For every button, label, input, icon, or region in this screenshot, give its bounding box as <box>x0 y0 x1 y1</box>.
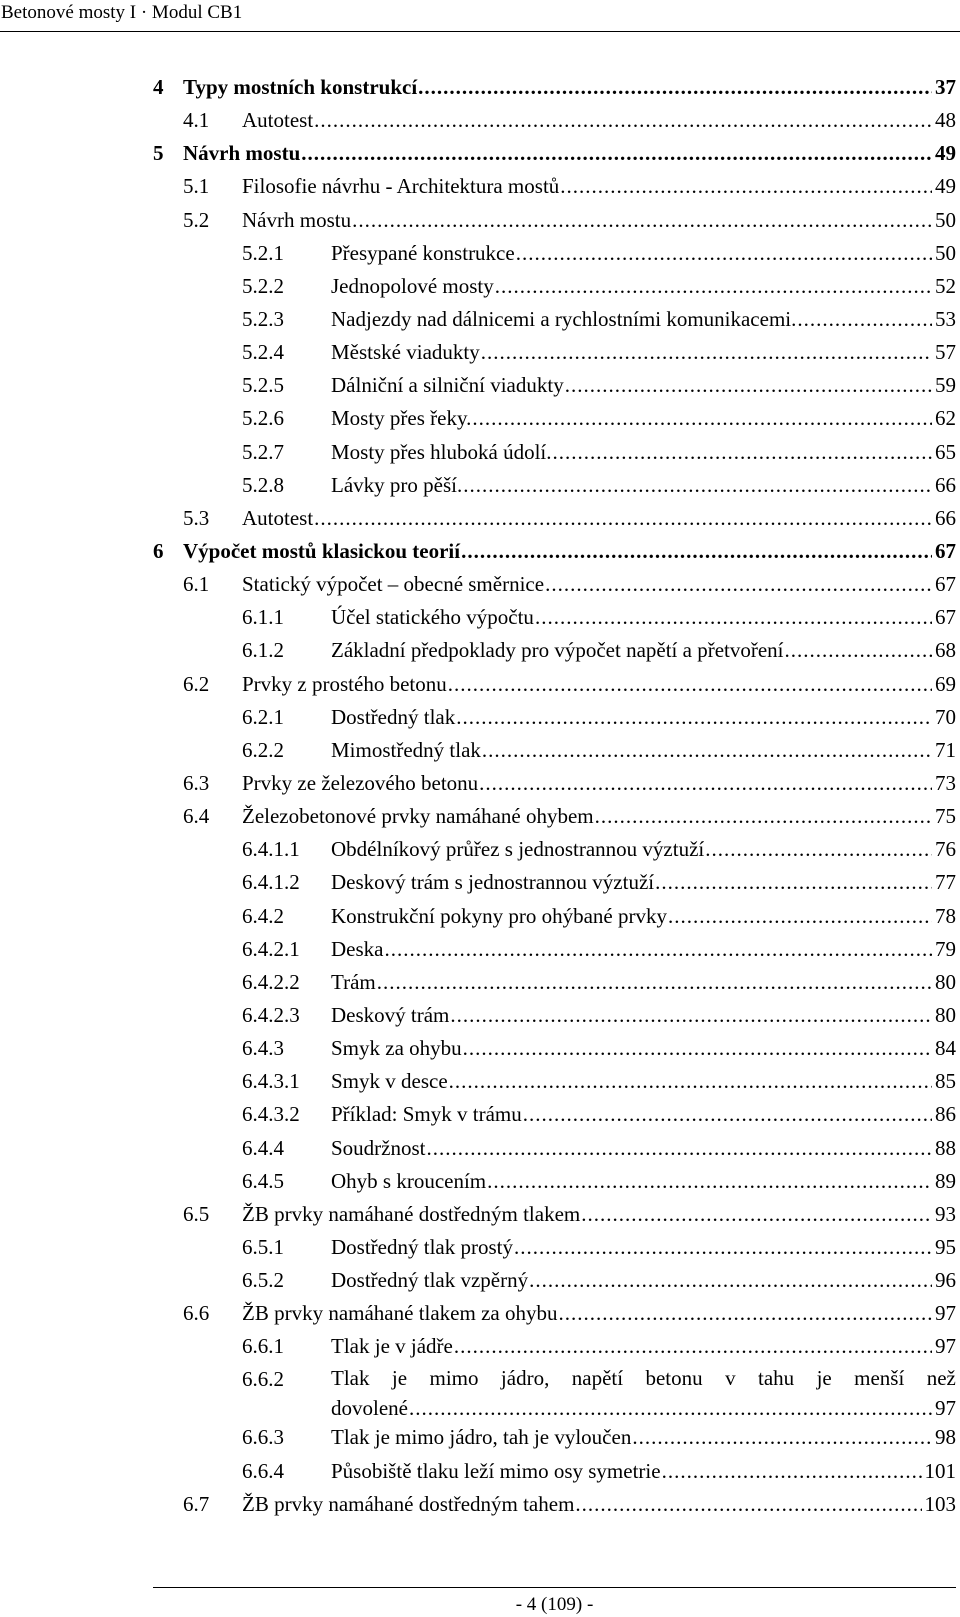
toc-entry[interactable] <box>153 966 956 999</box>
toc-entry-page: 76 <box>935 837 956 862</box>
dot-leader <box>581 1198 932 1231</box>
toc-entry[interactable] <box>153 701 956 734</box>
toc-entry-page: 68 <box>935 638 956 663</box>
toc-entry[interactable] <box>153 170 956 203</box>
dot-leader <box>535 601 932 634</box>
dot-leader <box>352 204 932 237</box>
dot-leader <box>487 1165 932 1198</box>
toc-entry[interactable] <box>153 1330 956 1363</box>
toc-entry-number: 6.4.1.1 <box>242 837 300 862</box>
dot-leader <box>565 369 932 402</box>
toc-entry-number: 5.2.3 <box>242 306 284 331</box>
dot-leader <box>456 701 932 734</box>
toc-entry[interactable] <box>153 601 956 634</box>
dot-leader <box>384 933 932 966</box>
toc-entry-number: 6.2 <box>183 671 210 696</box>
toc-entry[interactable] <box>153 104 956 137</box>
table-of-contents <box>153 71 956 1521</box>
toc-entry-page: 49 <box>935 174 956 199</box>
toc-entry-title: Trám <box>331 969 376 994</box>
toc-entry-page: 78 <box>935 903 956 928</box>
toc-entry[interactable] <box>153 336 956 369</box>
toc-entry-title: Základní předpoklady pro výpočet napětí a přetvoření <box>331 638 784 663</box>
dot-leader <box>450 999 932 1032</box>
toc-entry-page: 77 <box>935 870 956 895</box>
toc-entry-page: 89 <box>935 1168 956 1193</box>
toc-entry[interactable] <box>153 833 956 866</box>
toc-entry[interactable] <box>153 668 956 701</box>
dot-leader <box>409 1393 932 1423</box>
toc-entry-title: Přesypané konstrukce <box>331 240 515 265</box>
toc-entry-page: 50 <box>935 207 956 232</box>
toc-entry-title: Autotest <box>242 108 314 133</box>
toc-entry-number: 6.4 <box>183 804 210 829</box>
toc-entry-title: Městské viadukty <box>331 340 480 365</box>
toc-entry-number: 5.2.1 <box>242 240 284 265</box>
toc-entry-page: 96 <box>935 1268 956 1293</box>
page-number: - 4 (109) - <box>515 1594 594 1615</box>
toc-entry-number: 6.2.2 <box>242 737 284 762</box>
toc-entry-title: Smyk za ohybu <box>331 1036 462 1061</box>
toc-entry-number: 5.3 <box>183 505 210 530</box>
dot-leader <box>314 104 932 137</box>
dot-leader <box>558 1297 932 1330</box>
toc-entry-title: Obdélníkový průřez s jednostrannou výztuží <box>331 837 705 862</box>
dot-leader <box>523 1098 932 1131</box>
toc-entry-title: Konstrukční pokyny pro ohýbané prvky <box>331 903 667 928</box>
toc-entry[interactable] <box>153 734 956 767</box>
toc-entry[interactable] <box>153 1065 956 1098</box>
toc-entry-title: Smyk v desce <box>331 1069 448 1094</box>
toc-entry-number: 6.6.1 <box>242 1334 284 1359</box>
dot-leader <box>461 535 932 568</box>
toc-entry-page: 48 <box>935 108 956 133</box>
header-rule <box>0 31 960 32</box>
toc-entry-title: Prvky z prostého betonu <box>242 671 447 696</box>
toc-entry-number: 5.2.6 <box>242 406 284 431</box>
toc-entry-title: Jednopolové mosty <box>331 273 494 298</box>
toc-entry[interactable] <box>153 1455 956 1488</box>
running-head: Betonové mosty I · Modul CB1 <box>1 2 243 23</box>
dot-leader <box>560 170 932 203</box>
toc-entry[interactable] <box>153 1198 956 1231</box>
toc-entry[interactable] <box>153 1231 956 1264</box>
toc-entry-page: 67 <box>935 572 956 597</box>
toc-entry-title: Deskový trám <box>331 1002 450 1027</box>
toc-entry-number: 6.6.4 <box>242 1458 284 1483</box>
toc-entry-title-continuation: dovolené <box>331 1396 408 1421</box>
toc-entry-page: 50 <box>935 240 956 265</box>
toc-entry-page: 80 <box>935 1002 956 1027</box>
toc-entry-page: 85 <box>935 1069 956 1094</box>
toc-entry-number: 4 <box>153 75 164 99</box>
toc-entry-number: 5.2.2 <box>242 273 284 298</box>
toc-entry[interactable] <box>153 204 956 237</box>
dot-leader <box>668 900 932 933</box>
toc-entry[interactable] <box>153 568 956 601</box>
toc-entry-title: Ohyb s kroucením <box>331 1168 487 1193</box>
dot-leader <box>662 1455 922 1488</box>
toc-entry-page: 37 <box>935 75 956 99</box>
toc-entry[interactable] <box>153 634 956 667</box>
toc-entry-title: Autotest <box>242 505 314 530</box>
toc-entry-number: 5.2.5 <box>242 373 284 398</box>
toc-entry-number: 6.4.2.3 <box>242 1002 300 1027</box>
toc-entry-title: Účel statického výpočtu <box>331 605 534 630</box>
toc-entry-number: 6.7 <box>183 1491 210 1516</box>
toc-entry-title: Návrh mostu <box>183 141 301 166</box>
toc-entry-page: 73 <box>935 770 956 795</box>
toc-entry-page: 103 <box>924 1491 956 1516</box>
toc-entry-number: 5.2.8 <box>242 472 284 497</box>
toc-entry[interactable] <box>153 436 956 469</box>
dot-leader <box>479 767 932 800</box>
toc-entry[interactable] <box>153 1264 956 1297</box>
dot-leader <box>377 966 932 999</box>
toc-entry-title: Filosofie návrhu - Architektura mostů <box>242 174 560 199</box>
toc-entry-page: 65 <box>935 439 956 464</box>
toc-entry-page: 62 <box>935 406 956 431</box>
toc-entry-title: Dostředný tlak <box>331 704 456 729</box>
toc-entry[interactable] <box>153 369 956 402</box>
toc-entry-title: Dostředný tlak prostý <box>331 1234 513 1259</box>
toc-entry[interactable] <box>153 933 956 966</box>
footer-rule <box>153 1587 956 1588</box>
toc-entry-title: Výpočet mostů klasickou teorií <box>183 538 461 563</box>
toc-entry-number: 6.4.3 <box>242 1036 284 1061</box>
dot-leader <box>655 866 932 899</box>
toc-entry-page: 88 <box>935 1135 956 1160</box>
toc-entry[interactable] <box>153 402 956 435</box>
toc-entry-title: Dálniční a silniční viadukty <box>331 373 564 398</box>
toc-entry[interactable] <box>153 502 956 535</box>
dot-leader <box>463 469 932 502</box>
toc-entry-page: 97 <box>935 1396 956 1421</box>
toc-entry-title: Statický výpočet – obecné směrnice <box>242 572 545 597</box>
toc-entry-page: 57 <box>935 340 956 365</box>
toc-entry-number: 6.3 <box>183 770 210 795</box>
toc-entry[interactable] <box>153 999 956 1032</box>
toc-entry-number: 6.2.1 <box>242 704 284 729</box>
toc-entry-page: 93 <box>935 1201 956 1226</box>
dot-leader <box>482 734 932 767</box>
toc-entry-number: 6.4.4 <box>242 1135 284 1160</box>
toc-entry-page: 97 <box>935 1301 956 1326</box>
toc-entry-page: 67 <box>935 605 956 630</box>
toc-entry[interactable] <box>153 469 956 502</box>
dot-leader <box>463 1032 932 1065</box>
toc-entry[interactable] <box>153 1132 956 1165</box>
dot-leader <box>632 1421 932 1454</box>
toc-entry-title: Soudržnost <box>331 1135 426 1160</box>
toc-entry-page: 53 <box>935 306 956 331</box>
toc-entry-page: 66 <box>935 505 956 530</box>
dot-leader <box>785 634 932 667</box>
dot-leader <box>418 71 932 104</box>
toc-entry-title: Nadjezdy nad dálnicemi a rychlostními komunikacemi. <box>331 306 797 331</box>
toc-entry-number: 6.1 <box>183 572 210 597</box>
toc-entry-title: Tlak je v jádře <box>331 1334 453 1359</box>
toc-entry-number: 6.4.5 <box>242 1168 284 1193</box>
toc-entry[interactable] <box>153 137 956 170</box>
dot-leader <box>595 800 932 833</box>
toc-entry-number: 5.1 <box>183 174 210 199</box>
toc-entry-title: Mosty přes hluboká údolí. <box>331 439 552 464</box>
toc-entry-page: 59 <box>935 373 956 398</box>
toc-entry-number: 6.5 <box>183 1201 210 1226</box>
toc-entry-number: 6.4.2 <box>242 903 284 928</box>
toc-entry[interactable] <box>153 1032 956 1065</box>
toc-entry[interactable] <box>153 237 956 270</box>
dot-leader <box>427 1132 933 1165</box>
toc-entry-title: ŽB prvky namáhané dostředným tlakem <box>242 1201 581 1226</box>
toc-entry-page: 66 <box>935 472 956 497</box>
dot-leader <box>454 1330 932 1363</box>
toc-entry-number: 6.6.3 <box>242 1425 284 1450</box>
toc-entry-page: 49 <box>935 141 956 166</box>
toc-entry-page: 84 <box>935 1036 956 1061</box>
dot-leader <box>575 1488 921 1521</box>
toc-entry-page: 70 <box>935 704 956 729</box>
toc-entry[interactable] <box>153 1363 956 1421</box>
toc-entry-number: 6 <box>153 538 164 563</box>
toc-entry[interactable] <box>153 303 956 336</box>
toc-entry-page: 69 <box>935 671 956 696</box>
toc-entry-number: 6.4.1.2 <box>242 870 300 895</box>
toc-entry-title: Železobetonové prvky namáhané ohybem <box>242 804 594 829</box>
toc-entry-title: Příklad: Smyk v trámu <box>331 1102 522 1127</box>
toc-entry-title: ŽB prvky namáhané dostředným tahem <box>242 1491 575 1516</box>
toc-entry-number: 6.6.2 <box>242 1367 284 1392</box>
toc-entry-title: Prvky ze železového betonu <box>242 770 479 795</box>
toc-entry[interactable] <box>153 1488 956 1521</box>
toc-entry-number: 5 <box>153 141 164 166</box>
dot-leader <box>495 270 932 303</box>
toc-entry-number: 4.1 <box>183 108 210 133</box>
toc-entry-page: 98 <box>935 1425 956 1450</box>
toc-entry-title: Působiště tlaku leží mimo osy symetrie <box>331 1458 661 1483</box>
toc-entry-number: 6.4.2.1 <box>242 936 300 961</box>
toc-entry-title: Tlak je mimo jádro, napětí betonu v tahu je menší než <box>331 1366 956 1391</box>
toc-entry[interactable] <box>153 1165 956 1198</box>
dot-leader <box>449 1065 932 1098</box>
toc-entry-number: 6.4.2.2 <box>242 969 300 994</box>
toc-entry-title: Mosty přes řeky. <box>331 406 472 431</box>
toc-entry[interactable] <box>153 767 956 800</box>
toc-entry-number: 6.5.1 <box>242 1234 284 1259</box>
toc-entry-title: Tlak je mimo jádro, tah je vyloučen <box>331 1425 632 1450</box>
toc-entry-number: 5.2.4 <box>242 340 284 365</box>
dot-leader <box>448 668 932 701</box>
toc-entry-page: 67 <box>935 538 956 563</box>
toc-entry-page: 79 <box>935 936 956 961</box>
toc-entry-number: 6.6 <box>183 1301 210 1326</box>
dot-leader <box>301 137 932 170</box>
toc-entry-title: Deskový trám s jednostrannou výztuží <box>331 870 655 895</box>
toc-entry[interactable] <box>153 900 956 933</box>
toc-entry-page: 52 <box>935 273 956 298</box>
dot-leader <box>472 402 932 435</box>
toc-entry-page: 75 <box>935 804 956 829</box>
toc-entry-title: Návrh mostu <box>242 207 352 232</box>
toc-entry[interactable] <box>153 800 956 833</box>
toc-entry-title: Lávky pro pěší. <box>331 472 463 497</box>
toc-entry-page: 97 <box>935 1334 956 1359</box>
toc-entry[interactable] <box>153 270 956 303</box>
toc-entry[interactable] <box>153 1297 956 1330</box>
dot-leader <box>314 502 932 535</box>
toc-entry-title: Dostředný tlak vzpěrný <box>331 1268 529 1293</box>
dot-leader <box>797 303 932 336</box>
toc-entry-page: 86 <box>935 1102 956 1127</box>
dot-leader <box>529 1264 932 1297</box>
dot-leader <box>516 237 932 270</box>
toc-entry-page: 95 <box>935 1234 956 1259</box>
toc-entry-page: 71 <box>935 737 956 762</box>
toc-entry-page: 80 <box>935 969 956 994</box>
toc-entry-title: Mimostředný tlak <box>331 737 481 762</box>
dot-leader <box>705 833 932 866</box>
toc-entry-number: 6.4.3.1 <box>242 1069 300 1094</box>
toc-entry-number: 5.2 <box>183 207 210 232</box>
toc-entry-title: Deska <box>331 936 384 961</box>
toc-entry[interactable] <box>153 1421 956 1454</box>
toc-entry[interactable] <box>153 535 956 568</box>
toc-entry-number: 5.2.7 <box>242 439 284 464</box>
toc-entry[interactable] <box>153 1098 956 1131</box>
toc-entry-number: 6.1.1 <box>242 605 284 630</box>
dot-leader <box>514 1231 932 1264</box>
toc-entry-page: 101 <box>924 1458 956 1483</box>
toc-entry-title: Typy mostních konstrukcí <box>183 75 418 99</box>
toc-entry[interactable] <box>153 71 956 104</box>
toc-entry-number: 6.4.3.2 <box>242 1102 300 1127</box>
toc-entry-number: 6.1.2 <box>242 638 284 663</box>
toc-entry-number: 6.5.2 <box>242 1268 284 1293</box>
toc-entry[interactable] <box>153 866 956 899</box>
dot-leader <box>545 568 932 601</box>
toc-entry-title: ŽB prvky namáhané tlakem za ohybu <box>242 1301 558 1326</box>
dot-leader <box>553 436 933 469</box>
dot-leader <box>481 336 932 369</box>
